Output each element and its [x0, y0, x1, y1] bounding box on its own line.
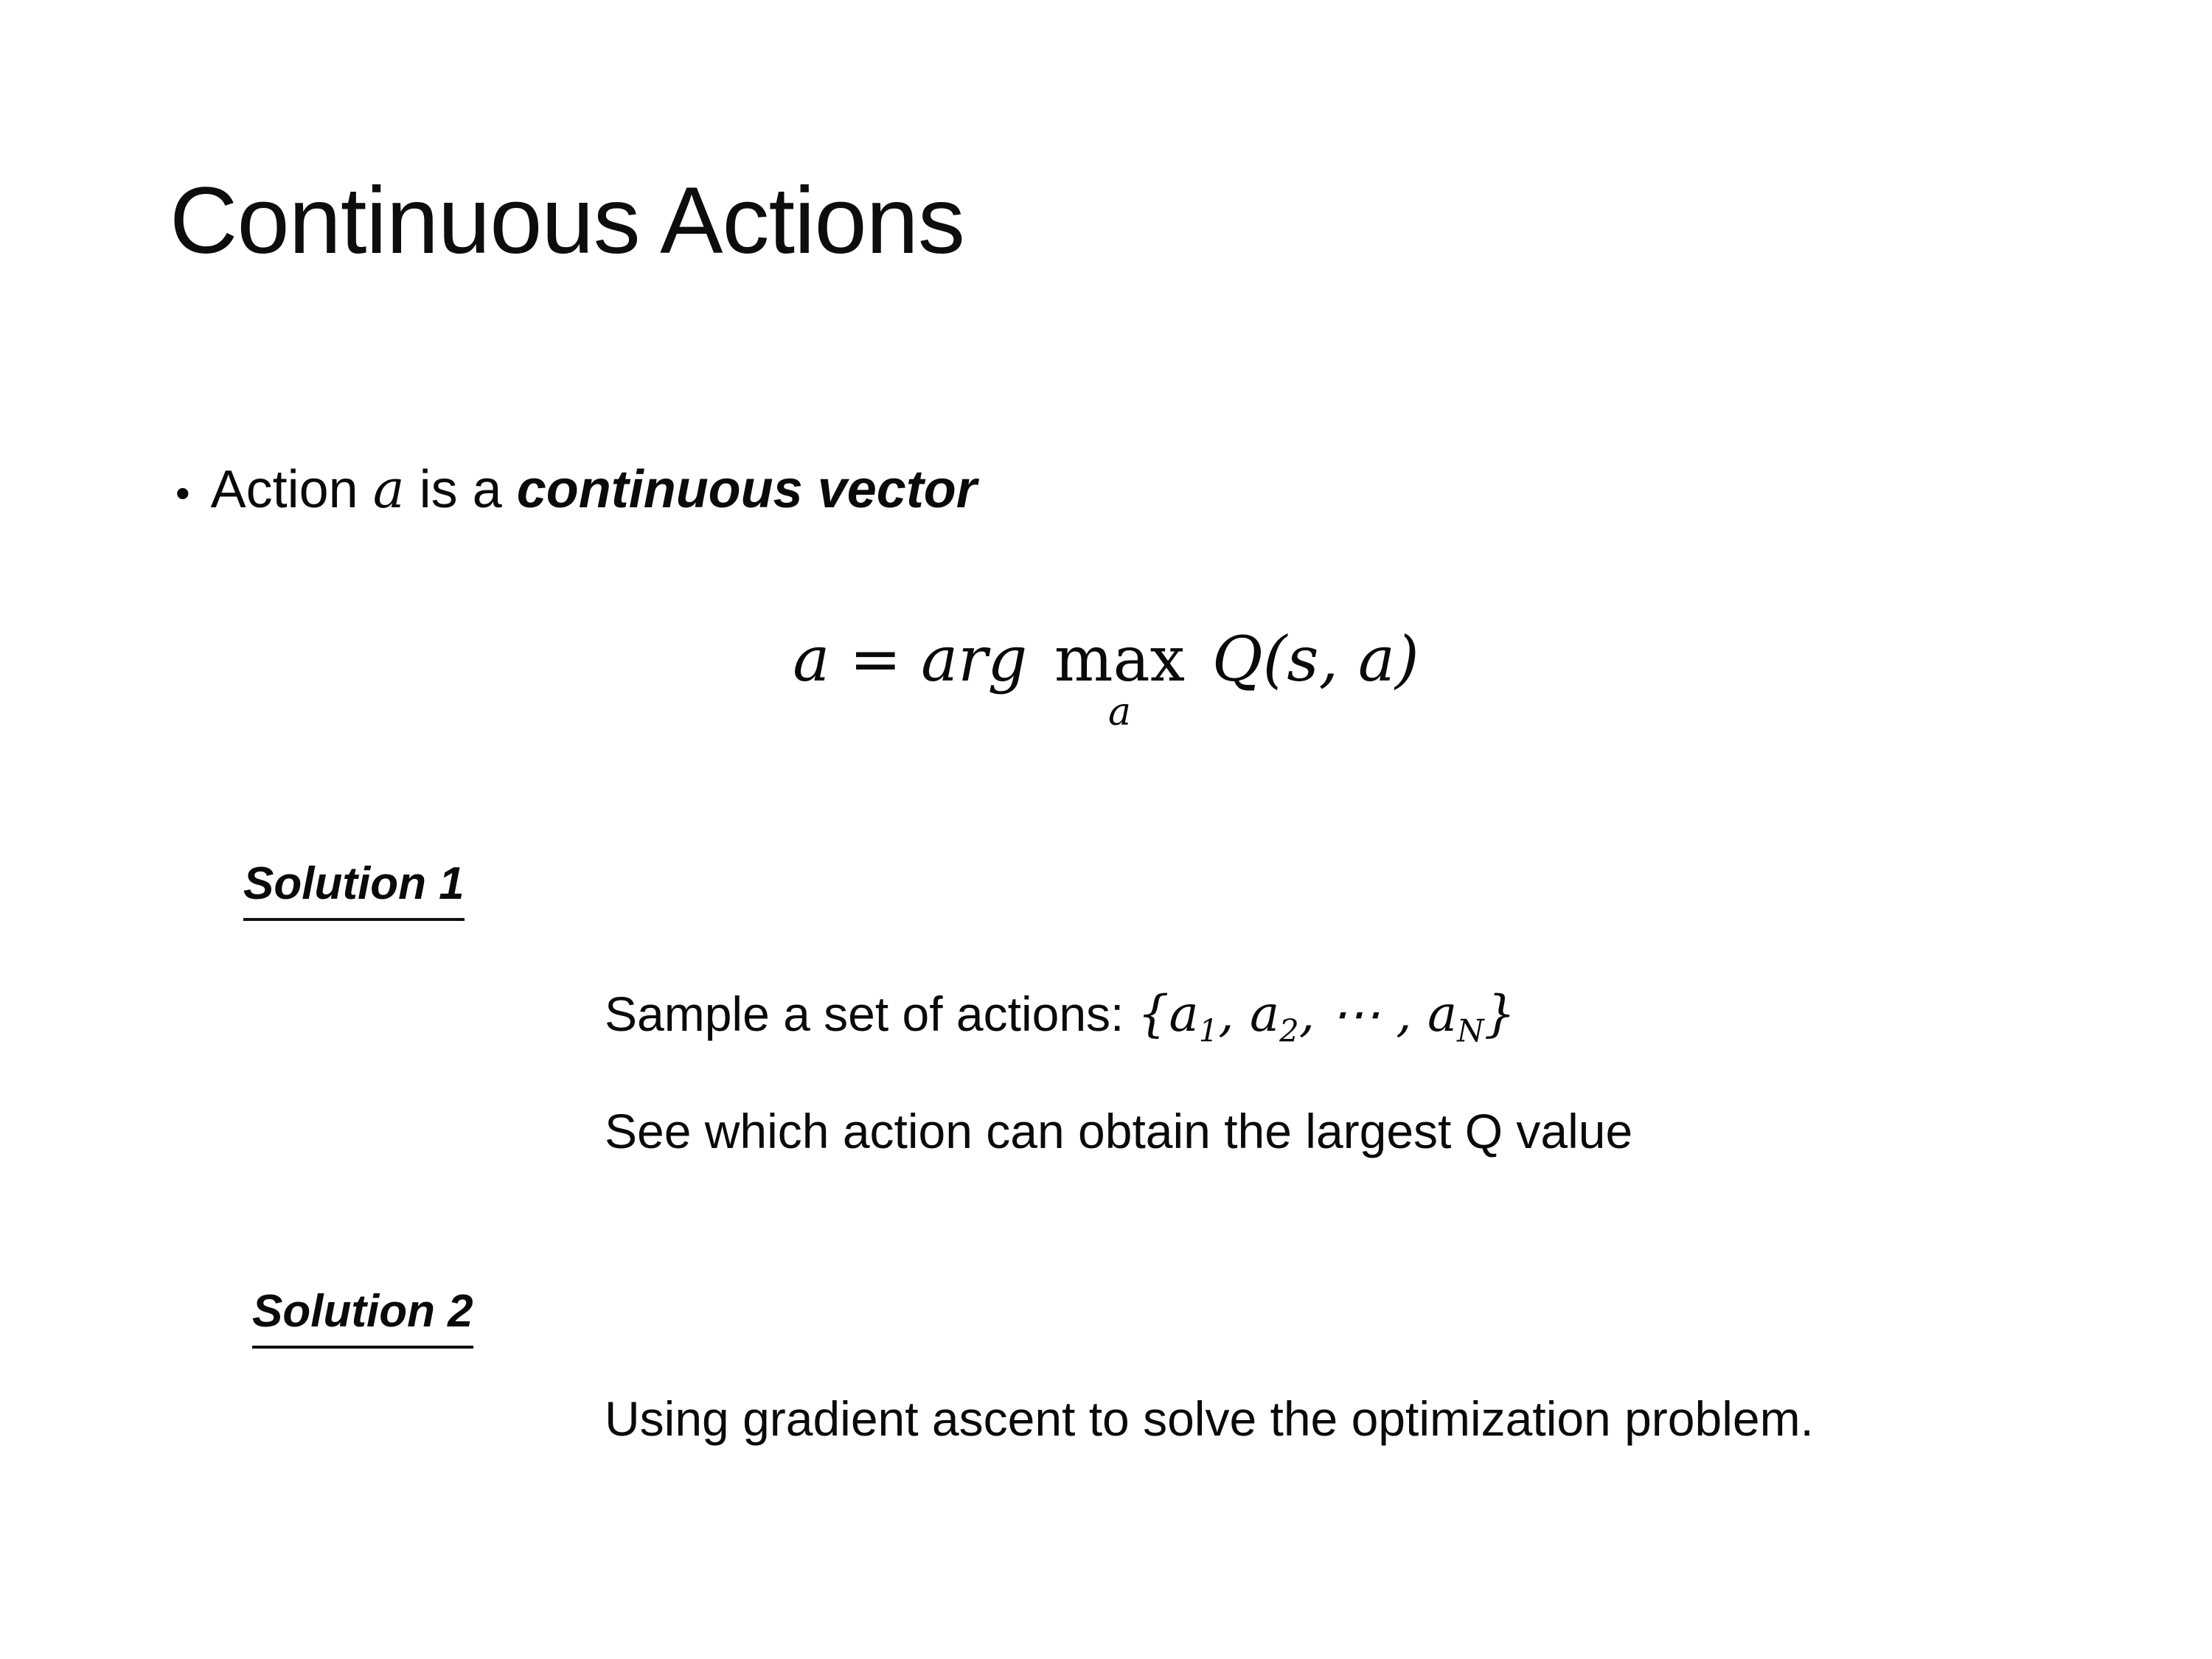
formula-max-operator: [1054, 623, 1185, 734]
solution-1-line-1-prefix: Sample a set of actions:: [605, 987, 1138, 1041]
bullet-text: [211, 457, 977, 521]
formula-max-label: max: [1054, 623, 1185, 695]
formula-equals: =: [849, 623, 902, 695]
bullet-prefix: Action: [210, 460, 373, 519]
solution-2-line-1: Using gradient ascent to solve the optimization problem.: [605, 1391, 1814, 1446]
formula-max-subscript: a: [1107, 690, 1131, 734]
formula-rhs: Q(s, a): [1211, 623, 1419, 695]
formula-lhs: a: [793, 623, 830, 695]
bullet-symbol: a: [372, 458, 405, 520]
formula-arg: arg: [921, 623, 1028, 695]
solution-1-line-2: See which action can obtain the largest Q value: [605, 1104, 1633, 1158]
solution-2-heading: Solution 2: [252, 1287, 473, 1349]
bullet-middle: is a: [404, 460, 517, 519]
bullet-emphasis: continuous vector: [516, 460, 977, 519]
bullet-dot-icon: •: [175, 470, 190, 516]
bullet-item: [175, 457, 977, 521]
formula-argmax: [0, 623, 2212, 734]
solution-1-heading: Solution 1: [243, 859, 465, 921]
solution-1-line-1: [605, 981, 1516, 1052]
page-title: Continuous Actions: [170, 168, 964, 274]
solution-1-action-set: {$a_1$, $a_2$, ⋯ , $a_N$}: [1137, 985, 1516, 1049]
